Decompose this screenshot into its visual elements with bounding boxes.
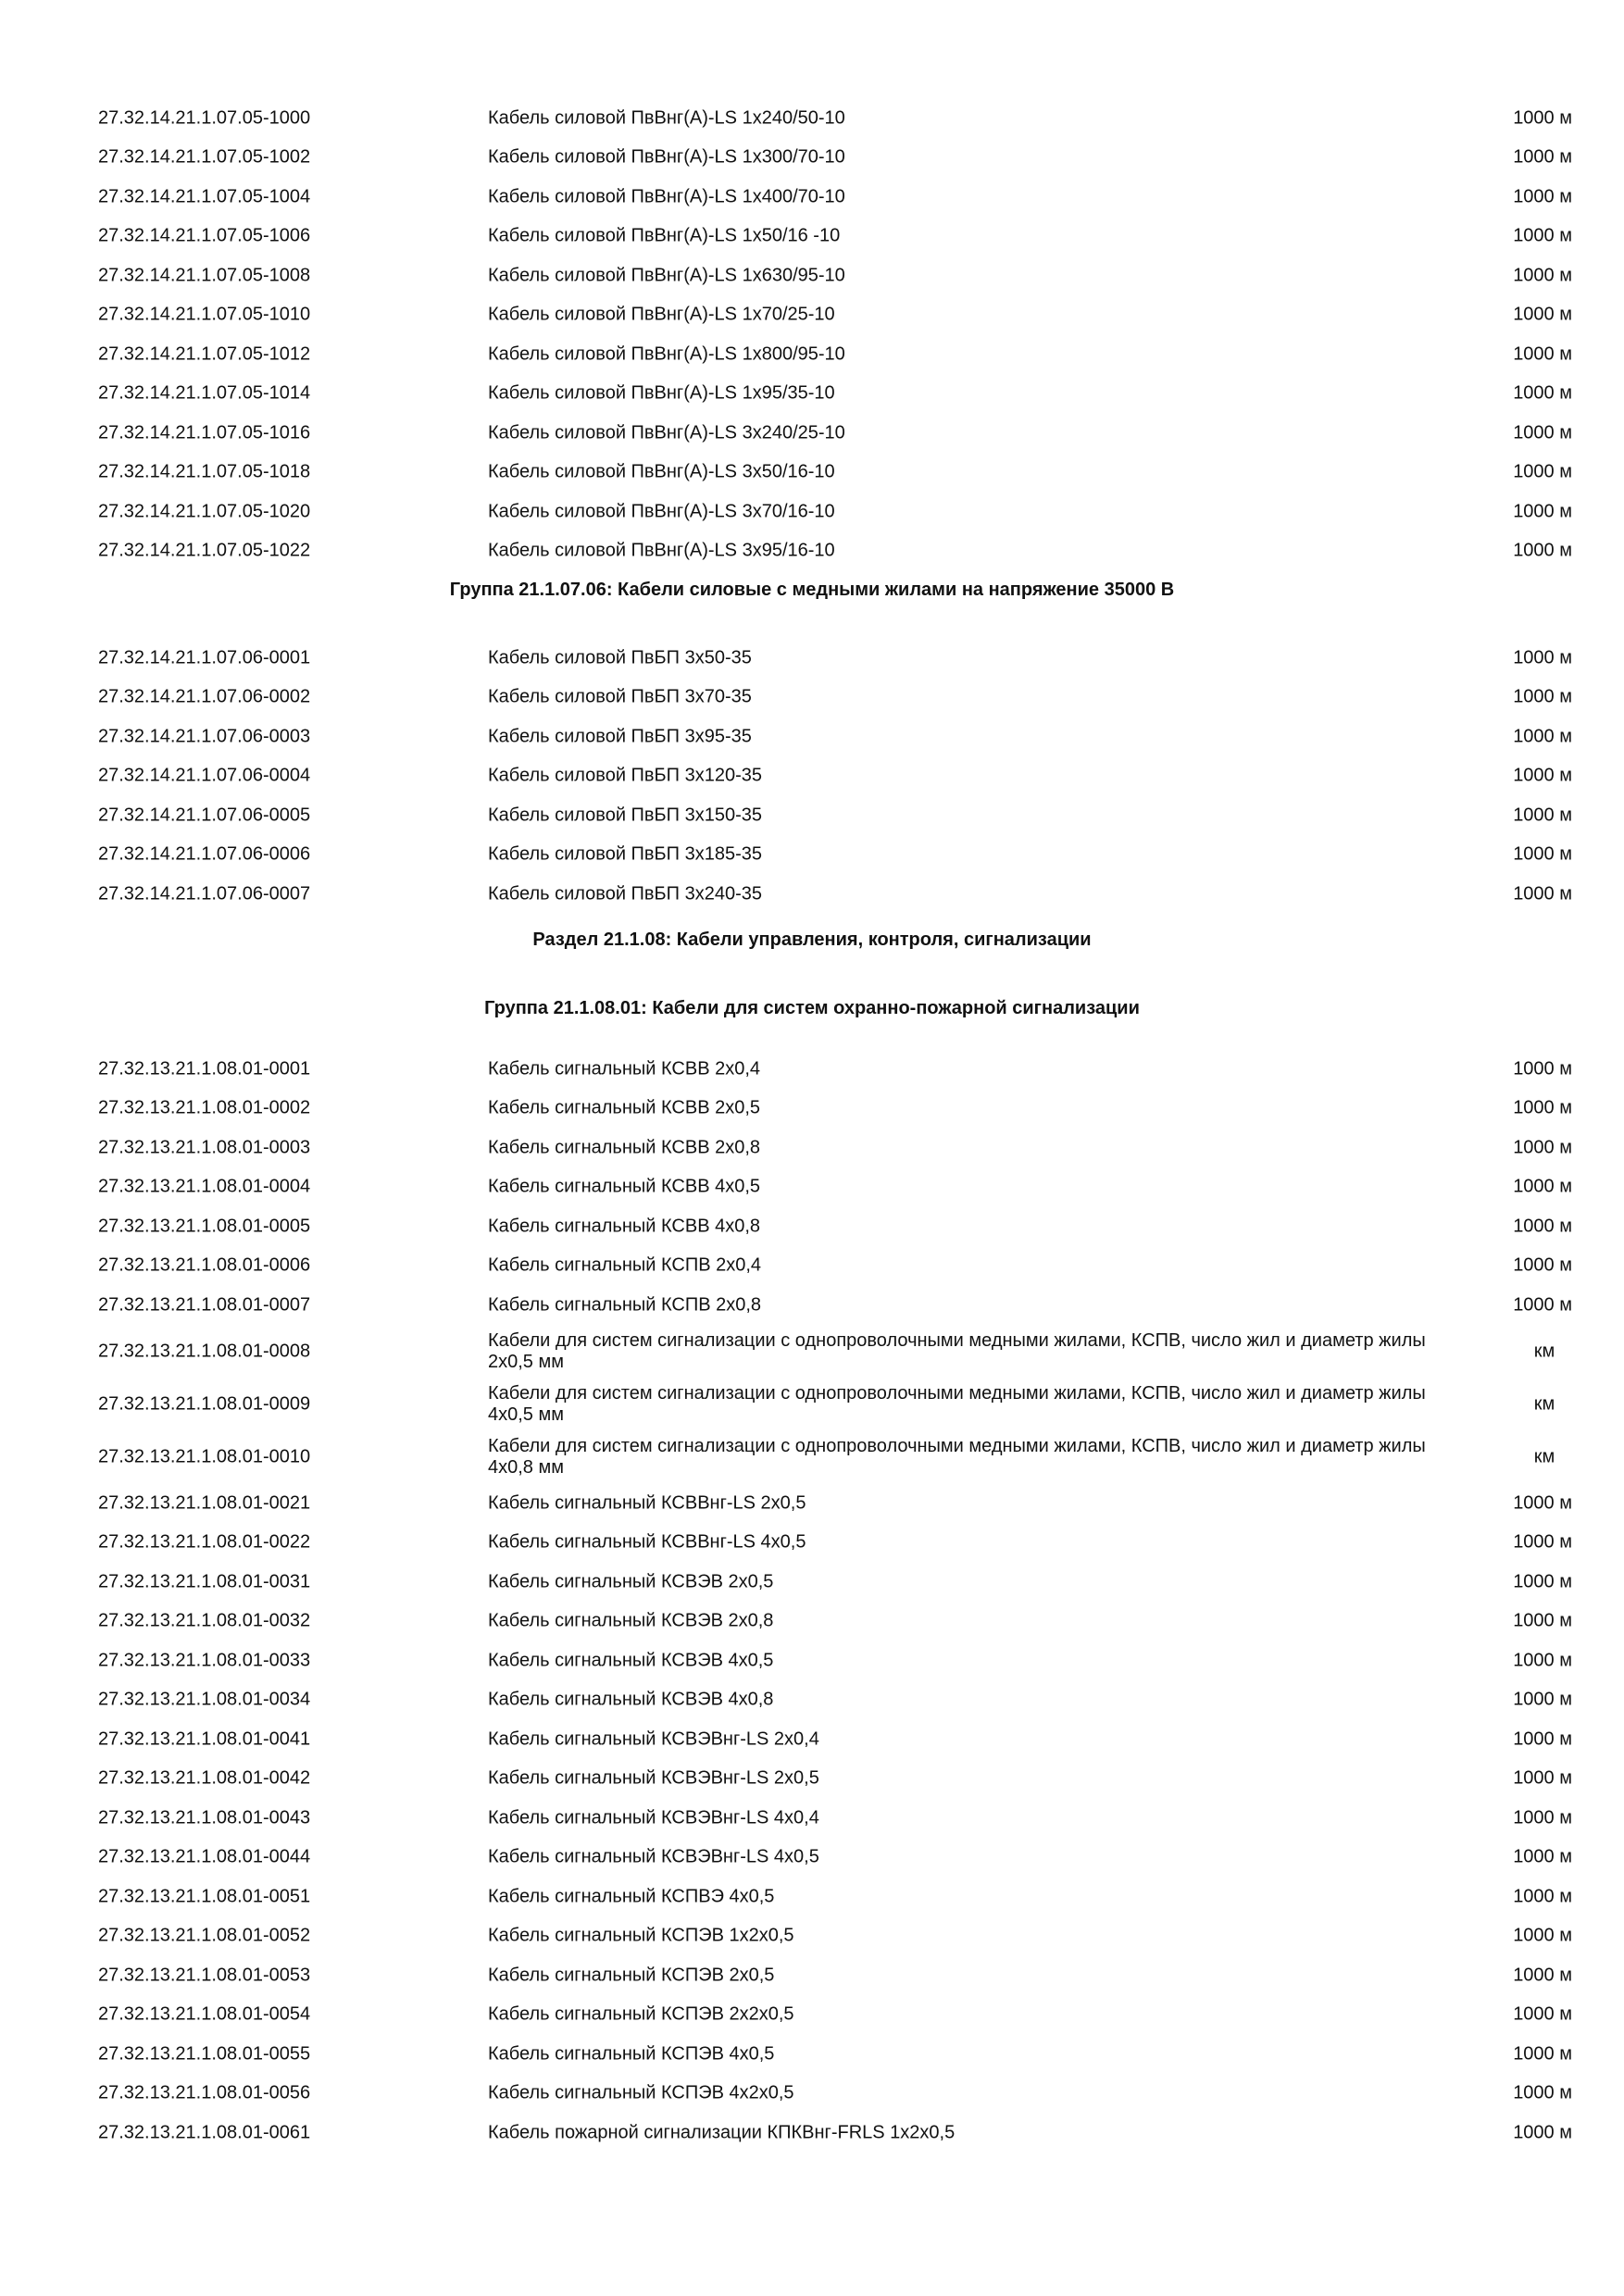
row-unit: 1000 м	[1513, 186, 1572, 207]
row-name: Кабель сигнальный КСВЭВнг-LS 4х0,5	[488, 1846, 819, 1867]
table-row	[98, 454, 1572, 491]
table-row	[98, 679, 1572, 716]
row-code: 27.32.14.21.1.07.05-1012	[98, 343, 311, 365]
row-unit: 1000 м	[1513, 1807, 1572, 1828]
row-code: 27.32.14.21.1.07.05-1002	[98, 146, 311, 168]
row-name: Кабель силовой ПвВнг(А)-LS 1х50/16 -10	[488, 225, 841, 246]
row-unit: 1000 м	[1513, 1886, 1572, 1907]
row-name: Кабель сигнальный КСВВ 4х0,5	[488, 1176, 761, 1197]
table-row	[98, 100, 1572, 137]
row-code: 27.32.13.21.1.08.01-0043	[98, 1807, 311, 1828]
row-name: Кабель силовой ПвВнг(А)-LS 1х630/95-10	[488, 265, 845, 286]
row-unit: 1000 м	[1513, 2082, 1572, 2103]
row-code: 27.32.13.21.1.08.01-0033	[98, 1650, 311, 1671]
row-unit: 1000 м	[1513, 1058, 1572, 1079]
row-unit: 1000 м	[1513, 843, 1572, 865]
row-code: 27.32.14.21.1.07.06-0002	[98, 686, 311, 707]
row-name: Кабель силовой ПвБП 3х240-35	[488, 883, 763, 905]
row-code: 27.32.14.21.1.07.05-1022	[98, 540, 311, 561]
row-unit: 1000 м	[1513, 461, 1572, 482]
row-code: 27.32.13.21.1.08.01-0051	[98, 1886, 311, 1907]
row-code: 27.32.14.21.1.07.05-1004	[98, 186, 311, 207]
row-unit: 1000 м	[1513, 1254, 1572, 1276]
table-row	[98, 757, 1572, 794]
row-name: Кабель сигнальный КСВВнг-LS 4х0,5	[488, 1531, 806, 1553]
row-name: Кабель сигнальный КСВВ 4х0,8	[488, 1216, 761, 1237]
row-unit: 1000 м	[1513, 805, 1572, 826]
row-code: 27.32.14.21.1.07.06-0001	[98, 647, 311, 668]
row-unit: 1000 м	[1513, 2043, 1572, 2065]
row-name: Кабель пожарной сигнализации КПКВнг-FRLS 1х2х0,5	[488, 2122, 956, 2143]
row-code: 27.32.14.21.1.07.05-1018	[98, 461, 311, 482]
row-code: 27.32.14.21.1.07.06-0004	[98, 765, 311, 786]
row-name: Кабель сигнальный КСПЭВ 2х2х0,5	[488, 2003, 794, 2025]
table-row	[98, 296, 1572, 333]
table-row	[98, 1839, 1572, 1876]
row-name: Кабель сигнальный КСВЭВ 4х0,5	[488, 1650, 774, 1671]
row-code: 27.32.13.21.1.08.01-0003	[98, 1137, 311, 1158]
row-code: 27.32.13.21.1.08.01-0031	[98, 1571, 311, 1592]
row-code: 27.32.13.21.1.08.01-0055	[98, 2043, 311, 2065]
row-code: 27.32.14.21.1.07.06-0007	[98, 883, 311, 905]
table-row	[98, 1564, 1572, 1601]
row-code: 27.32.14.21.1.07.06-0003	[98, 726, 311, 747]
table-row	[98, 139, 1572, 176]
row-name: Кабель сигнальный КСВЭВ 2х0,8	[488, 1610, 774, 1631]
row-unit: 1000 м	[1513, 765, 1572, 786]
row-name: Кабель силовой ПвВнг(А)-LS 1х95/35-10	[488, 382, 835, 404]
row-unit: 1000 м	[1513, 2003, 1572, 2025]
row-unit: 1000 м	[1513, 883, 1572, 905]
row-name: Кабель силовой ПвВнг(А)-LS 1х400/70-10	[488, 186, 845, 207]
row-unit: 1000 м	[1513, 1571, 1572, 1592]
row-code: 27.32.13.21.1.08.01-0041	[98, 1728, 311, 1750]
row-code: 27.32.13.21.1.08.01-0010	[98, 1446, 311, 1467]
row-unit: 1000 м	[1513, 1216, 1572, 1237]
table-row	[98, 1326, 1572, 1378]
row-name: Кабель сигнальный КСПВЭ 4х0,5	[488, 1886, 775, 1907]
table-row	[98, 1051, 1572, 1088]
row-unit: 1000 м	[1513, 726, 1572, 747]
row-code: 27.32.13.21.1.08.01-0042	[98, 1767, 311, 1789]
row-code: 27.32.14.21.1.07.05-1006	[98, 225, 311, 246]
row-code: 27.32.13.21.1.08.01-0005	[98, 1216, 311, 1237]
group-heading-21-1-08-01: Группа 21.1.08.01: Кабели для систем охранно-пожарной сигнализации	[484, 998, 1140, 1018]
row-name: Кабель силовой ПвБП 3х70-35	[488, 686, 752, 707]
row-name: Кабели для систем сигнализации с однопроволочными медными жилами, КСПВ, число жил и диаметр жилы 4х0,8 мм	[488, 1436, 1426, 1478]
table-row	[98, 1431, 1572, 1483]
row-code: 27.32.13.21.1.08.01-0032	[98, 1610, 311, 1631]
row-name: Кабель сигнальный КСВВнг-LS 2х0,5	[488, 1492, 806, 1514]
row-unit: 1000 м	[1513, 1294, 1572, 1316]
row-name: Кабель силовой ПвБП 3х185-35	[488, 843, 763, 865]
table-row	[98, 1642, 1572, 1679]
row-name: Кабели для систем сигнализации с однопроволочными медными жилами, КСПВ, число жил и диаметр жилы 2х0,5 мм	[488, 1330, 1426, 1372]
row-code: 27.32.13.21.1.08.01-0052	[98, 1925, 311, 1946]
table-row	[98, 1524, 1572, 1561]
section-heading-21-1-08: Раздел 21.1.08: Кабели управления, контроля, сигнализации	[532, 930, 1092, 950]
row-unit: 1000 м	[1513, 1965, 1572, 1986]
table-row	[98, 1721, 1572, 1758]
row-unit: 1000 м	[1513, 343, 1572, 365]
table-row	[98, 493, 1572, 530]
table-row	[98, 2036, 1572, 2073]
table-row	[98, 718, 1572, 755]
table-row	[98, 532, 1572, 569]
row-unit: 1000 м	[1513, 1610, 1572, 1631]
row-name: Кабели для систем сигнализации с однопроволочными медными жилами, КСПВ, число жил и диаметр жилы 4х0,5 мм	[488, 1383, 1426, 1425]
row-name: Кабель сигнальный КСВВ 2х0,8	[488, 1137, 761, 1158]
table-row	[98, 375, 1572, 412]
table-row	[98, 257, 1572, 294]
row-code: 27.32.13.21.1.08.01-0053	[98, 1965, 311, 1986]
row-name: Кабель силовой ПвВнг(А)-LS 1х70/25-10	[488, 304, 835, 325]
row-unit: 1000 м	[1513, 1137, 1572, 1158]
table-row	[98, 1603, 1572, 1640]
row-name: Кабель силовой ПвВнг(А)-LS 1х800/95-10	[488, 343, 845, 365]
row-unit: 1000 м	[1513, 1176, 1572, 1197]
row-name: Кабель сигнальный КСВЭВ 2х0,5	[488, 1571, 774, 1592]
row-name: Кабель сигнальный КСПЭВ 4х0,5	[488, 2043, 775, 2065]
table-row	[98, 179, 1572, 216]
table-row	[98, 1760, 1572, 1797]
row-code: 27.32.13.21.1.08.01-0002	[98, 1097, 311, 1118]
row-unit: 1000 м	[1513, 2122, 1572, 2143]
table-row	[98, 2115, 1572, 2152]
table-row	[98, 1800, 1572, 1837]
table-row	[98, 415, 1572, 452]
row-code: 27.32.13.21.1.08.01-0056	[98, 2082, 311, 2103]
table-row	[98, 1681, 1572, 1718]
row-unit: 1000 м	[1513, 382, 1572, 404]
row-name: Кабель сигнальный КСВЭВнг-LS 2х0,4	[488, 1728, 819, 1750]
row-code: 27.32.13.21.1.08.01-0001	[98, 1058, 311, 1079]
row-code: 27.32.13.21.1.08.01-0008	[98, 1341, 311, 1362]
row-unit: 1000 м	[1513, 1925, 1572, 1946]
row-unit: 1000 м	[1513, 265, 1572, 286]
row-code: 27.32.13.21.1.08.01-0034	[98, 1689, 311, 1710]
table-row	[98, 1379, 1572, 1430]
row-unit: 1000 м	[1513, 1097, 1572, 1118]
table-row	[98, 1247, 1572, 1284]
row-unit: 1000 м	[1513, 1767, 1572, 1789]
row-unit: 1000 м	[1513, 1531, 1572, 1553]
table-row	[98, 1287, 1572, 1324]
row-unit: 1000 м	[1513, 304, 1572, 325]
row-unit: 1000 м	[1513, 1846, 1572, 1867]
row-name: Кабель сигнальный КСПЭВ 1х2х0,5	[488, 1925, 794, 1946]
row-code: 27.32.13.21.1.08.01-0006	[98, 1254, 311, 1276]
row-code: 27.32.13.21.1.08.01-0022	[98, 1531, 311, 1553]
row-unit: 1000 м	[1513, 107, 1572, 129]
table-row	[98, 336, 1572, 373]
table-row	[98, 797, 1572, 834]
row-name: Кабель сигнальный КСПВ 2х0,4	[488, 1254, 762, 1276]
row-name: Кабель силовой ПвБП 3х95-35	[488, 726, 752, 747]
row-code: 27.32.14.21.1.07.05-1000	[98, 107, 311, 129]
row-code: 27.32.13.21.1.08.01-0004	[98, 1176, 311, 1197]
row-code: 27.32.13.21.1.08.01-0007	[98, 1294, 311, 1316]
table-row	[98, 1129, 1572, 1167]
table-row	[98, 1485, 1572, 1522]
row-name: Кабель сигнальный КСПЭВ 4х2х0,5	[488, 2082, 794, 2103]
row-unit: 1000 м	[1513, 686, 1572, 707]
row-unit: 1000 м	[1513, 1689, 1572, 1710]
row-name: Кабель силовой ПвБП 3х50-35	[488, 647, 752, 668]
row-code: 27.32.13.21.1.08.01-0021	[98, 1492, 311, 1514]
row-unit: 1000 м	[1513, 647, 1572, 668]
row-name: Кабель силовой ПвБП 3х150-35	[488, 805, 763, 826]
row-code: 27.32.13.21.1.08.01-0061	[98, 2122, 311, 2143]
row-name: Кабель силовой ПвВнг(А)-LS 3х50/16-10	[488, 461, 835, 482]
row-unit: 1000 м	[1513, 1650, 1572, 1671]
row-name: Кабель сигнальный КСВЭВ 4х0,8	[488, 1689, 774, 1710]
table-row	[98, 1208, 1572, 1245]
table-row	[98, 876, 1572, 913]
row-code: 27.32.14.21.1.07.06-0006	[98, 843, 311, 865]
row-code: 27.32.14.21.1.07.05-1014	[98, 382, 311, 404]
row-name: Кабель сигнальный КСПВ 2х0,8	[488, 1294, 762, 1316]
row-name: Кабель сигнальный КСВЭВнг-LS 4х0,4	[488, 1807, 819, 1828]
table-row	[98, 1957, 1572, 1994]
row-unit: 1000 м	[1513, 146, 1572, 168]
row-name: Кабель силовой ПвВнг(А)-LS 3х240/25-10	[488, 422, 845, 443]
table-row	[98, 1878, 1572, 1915]
table-row	[98, 836, 1572, 873]
row-name: Кабель силовой ПвВнг(А)-LS 1х300/70-10	[488, 146, 845, 168]
row-unit: км	[1533, 1393, 1555, 1415]
table-row	[98, 1996, 1572, 2033]
row-unit: 1000 м	[1513, 225, 1572, 246]
row-code: 27.32.13.21.1.08.01-0009	[98, 1393, 311, 1415]
row-code: 27.32.14.21.1.07.05-1020	[98, 501, 311, 522]
row-unit: 1000 м	[1513, 1728, 1572, 1750]
row-name: Кабель силовой ПвВнг(А)-LS 3х70/16-10	[488, 501, 835, 522]
row-name: Кабель силовой ПвВнг(А)-LS 3х95/16-10	[488, 540, 835, 561]
group-heading-21-1-07-06: Группа 21.1.07.06: Кабели силовые с медными жилами на напряжение 35000 В	[449, 580, 1175, 600]
row-name: Кабель сигнальный КСВВ 2х0,4	[488, 1058, 761, 1079]
row-code: 27.32.14.21.1.07.05-1008	[98, 265, 311, 286]
row-unit: км	[1533, 1446, 1555, 1467]
row-name: Кабель силовой ПвБП 3х120-35	[488, 765, 763, 786]
row-unit: 1000 м	[1513, 501, 1572, 522]
row-code: 27.32.14.21.1.07.05-1010	[98, 304, 311, 325]
row-name: Кабель сигнальный КСВВ 2х0,5	[488, 1097, 761, 1118]
row-name: Кабель сигнальный КСПЭВ 2х0,5	[488, 1965, 775, 1986]
row-code: 27.32.13.21.1.08.01-0054	[98, 2003, 311, 2025]
table-row	[98, 640, 1572, 677]
table-row	[98, 1090, 1572, 1127]
row-code: 27.32.13.21.1.08.01-0044	[98, 1846, 311, 1867]
table-row	[98, 218, 1572, 255]
row-unit: 1000 м	[1513, 540, 1572, 561]
row-name: Кабель силовой ПвВнг(А)-LS 1х240/50-10	[488, 107, 845, 129]
table-row	[98, 2075, 1572, 2112]
row-unit: км	[1533, 1341, 1555, 1362]
row-name: Кабель сигнальный КСВЭВнг-LS 2х0,5	[488, 1767, 819, 1789]
row-code: 27.32.14.21.1.07.06-0005	[98, 805, 311, 826]
row-unit: 1000 м	[1513, 1492, 1572, 1514]
row-code: 27.32.14.21.1.07.05-1016	[98, 422, 311, 443]
row-unit: 1000 м	[1513, 422, 1572, 443]
table-row	[98, 1917, 1572, 1954]
table-row	[98, 1168, 1572, 1205]
